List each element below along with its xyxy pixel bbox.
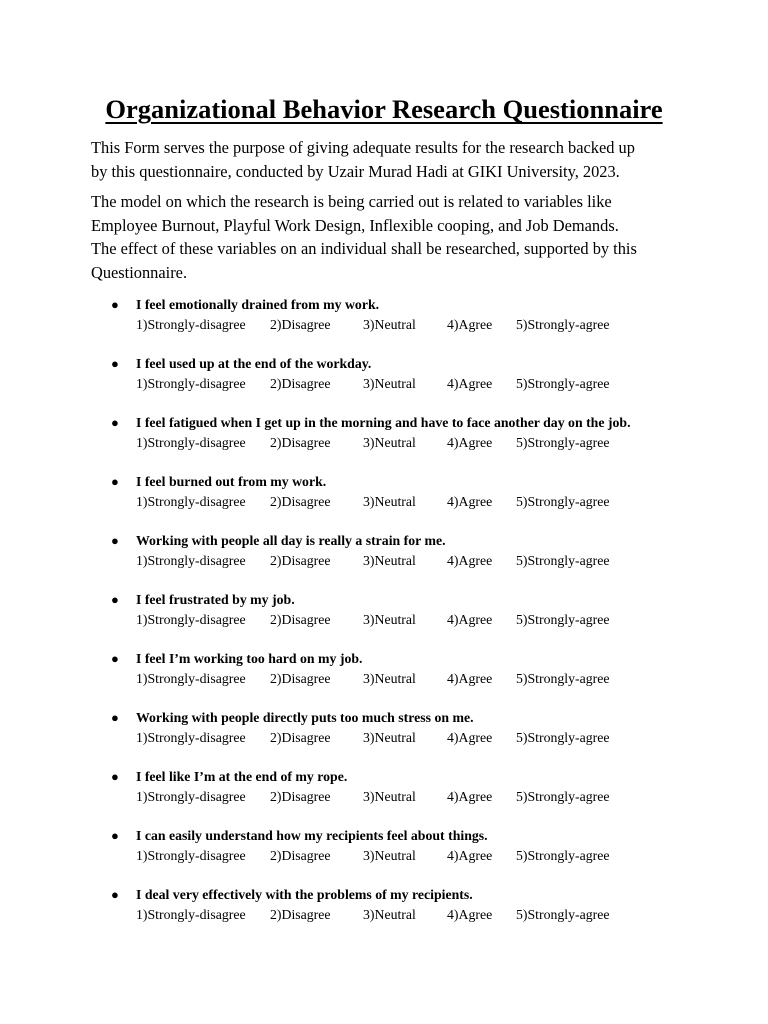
bullet-icon: ● (111, 415, 119, 430)
option-agree[interactable]: 4)Agree (447, 376, 493, 391)
option-strongly-agree[interactable]: 5)Strongly-agree (516, 553, 610, 568)
question-item (0, 765, 768, 824)
question-item (0, 293, 768, 352)
intro-paragraph-2-line: Questionnaire. (91, 262, 188, 282)
option-disagree[interactable]: 2)Disagree (270, 671, 331, 686)
question-item (0, 706, 768, 765)
question-item (0, 824, 768, 883)
intro-paragraph-2-line: The model on which the research is being carried out is related to variables like (91, 192, 612, 211)
option-strongly-agree[interactable]: 5)Strongly-agree (516, 848, 610, 863)
option-agree[interactable]: 4)Agree (447, 789, 493, 804)
option-strongly-agree[interactable]: 5)Strongly-agree (516, 730, 610, 745)
bullet-icon: ● (111, 828, 119, 843)
bullet-icon: ● (111, 356, 119, 371)
option-agree[interactable]: 4)Agree (447, 553, 493, 568)
option-strongly-agree[interactable]: 5)Strongly-agree (516, 317, 610, 332)
bullet-icon: ● (111, 297, 119, 312)
option-strongly-disagree[interactable]: 1)Strongly-disagree (136, 848, 246, 863)
option-neutral[interactable]: 3)Neutral (363, 494, 416, 509)
option-strongly-disagree[interactable]: 1)Strongly-disagree (136, 612, 246, 627)
option-disagree[interactable]: 2)Disagree (270, 435, 331, 450)
option-agree[interactable]: 4)Agree (447, 494, 493, 509)
intro-paragraph-2-line: The effect of these variables on an individual shall be researched, supported by this (91, 239, 637, 258)
option-neutral[interactable]: 3)Neutral (363, 435, 416, 450)
question-list (0, 293, 768, 942)
question-item (0, 470, 768, 529)
intro-paragraph-1-line: This Form serves the purpose of giving adequate results for the research backed up (91, 138, 635, 157)
bullet-icon: ● (111, 651, 119, 666)
option-neutral[interactable]: 3)Neutral (363, 848, 416, 863)
option-disagree[interactable]: 2)Disagree (270, 730, 331, 745)
option-strongly-agree[interactable]: 5)Strongly-agree (516, 907, 610, 922)
question-text: I feel fatigued when I get up in the morning and have to face another day on the job. (136, 415, 631, 430)
option-agree[interactable]: 4)Agree (447, 907, 493, 922)
option-disagree[interactable]: 2)Disagree (270, 848, 331, 863)
intro-paragraph-1 (91, 136, 691, 183)
option-neutral[interactable]: 3)Neutral (363, 376, 416, 391)
intro-paragraph-2 (91, 190, 691, 284)
bullet-icon: ● (111, 710, 119, 725)
question-item (0, 352, 768, 411)
option-neutral[interactable]: 3)Neutral (363, 553, 416, 568)
page-title-text: Organizational Behavior Research Questionnaire (105, 94, 663, 124)
option-agree[interactable]: 4)Agree (447, 730, 493, 745)
question-text: I deal very effectively with the problems of my recipients. (136, 887, 473, 902)
option-agree[interactable]: 4)Agree (447, 671, 493, 686)
question-text: Working with people directly puts too much stress on me. (136, 710, 474, 725)
option-strongly-agree[interactable]: 5)Strongly-agree (516, 671, 610, 686)
bullet-icon: ● (111, 592, 119, 607)
option-strongly-agree[interactable]: 5)Strongly-agree (516, 435, 610, 450)
option-agree[interactable]: 4)Agree (447, 435, 493, 450)
option-neutral[interactable]: 3)Neutral (363, 789, 416, 804)
question-text: I feel used up at the end of the workday. (136, 356, 372, 371)
bullet-icon: ● (111, 769, 119, 784)
option-disagree[interactable]: 2)Disagree (270, 907, 331, 922)
question-text: I feel burned out from my work. (136, 474, 327, 489)
option-disagree[interactable]: 2)Disagree (270, 376, 331, 391)
option-disagree[interactable]: 2)Disagree (270, 612, 331, 627)
question-item (0, 588, 768, 647)
option-neutral[interactable]: 3)Neutral (363, 730, 416, 745)
question-text: Working with people all day is really a strain for me. (136, 533, 446, 548)
question-item (0, 883, 768, 942)
option-strongly-disagree[interactable]: 1)Strongly-disagree (136, 730, 246, 745)
question-text: I feel I’m working too hard on my job. (136, 651, 363, 666)
bullet-icon: ● (111, 533, 119, 548)
option-agree[interactable]: 4)Agree (447, 317, 493, 332)
option-strongly-disagree[interactable]: 1)Strongly-disagree (136, 494, 246, 509)
option-strongly-disagree[interactable]: 1)Strongly-disagree (136, 789, 246, 804)
intro-paragraph-1-line: by this questionnaire, conducted by Uzair Murad Hadi at GIKI University, 2023. (91, 161, 620, 181)
option-neutral[interactable]: 3)Neutral (363, 907, 416, 922)
option-strongly-disagree[interactable]: 1)Strongly-disagree (136, 435, 246, 450)
option-disagree[interactable]: 2)Disagree (270, 317, 331, 332)
option-strongly-disagree[interactable]: 1)Strongly-disagree (136, 317, 246, 332)
option-strongly-disagree[interactable]: 1)Strongly-disagree (136, 553, 246, 568)
intro-paragraph-2-line: Employee Burnout, Playful Work Design, Inflexible cooping, and Job Demands. (91, 215, 619, 235)
option-disagree[interactable]: 2)Disagree (270, 789, 331, 804)
option-strongly-agree[interactable]: 5)Strongly-agree (516, 612, 610, 627)
option-strongly-disagree[interactable]: 1)Strongly-disagree (136, 671, 246, 686)
option-strongly-agree[interactable]: 5)Strongly-agree (516, 789, 610, 804)
option-agree[interactable]: 4)Agree (447, 612, 493, 627)
option-strongly-disagree[interactable]: 1)Strongly-disagree (136, 376, 246, 391)
option-strongly-agree[interactable]: 5)Strongly-agree (516, 494, 610, 509)
question-text: I can easily understand how my recipients feel about things. (136, 828, 488, 843)
option-strongly-disagree[interactable]: 1)Strongly-disagree (136, 907, 246, 922)
question-item (0, 647, 768, 706)
option-disagree[interactable]: 2)Disagree (270, 553, 331, 568)
question-item (0, 529, 768, 588)
option-disagree[interactable]: 2)Disagree (270, 494, 331, 509)
option-neutral[interactable]: 3)Neutral (363, 671, 416, 686)
option-strongly-agree[interactable]: 5)Strongly-agree (516, 376, 610, 391)
option-agree[interactable]: 4)Agree (447, 848, 493, 863)
option-neutral[interactable]: 3)Neutral (363, 317, 416, 332)
option-neutral[interactable]: 3)Neutral (363, 612, 416, 627)
page-title (0, 91, 768, 127)
question-text: I feel frustrated by my job. (136, 592, 295, 607)
bullet-icon: ● (111, 474, 119, 489)
question-text: I feel like I’m at the end of my rope. (136, 769, 348, 784)
question-text: I feel emotionally drained from my work. (136, 297, 380, 312)
bullet-icon: ● (111, 887, 119, 902)
question-item (0, 411, 768, 470)
